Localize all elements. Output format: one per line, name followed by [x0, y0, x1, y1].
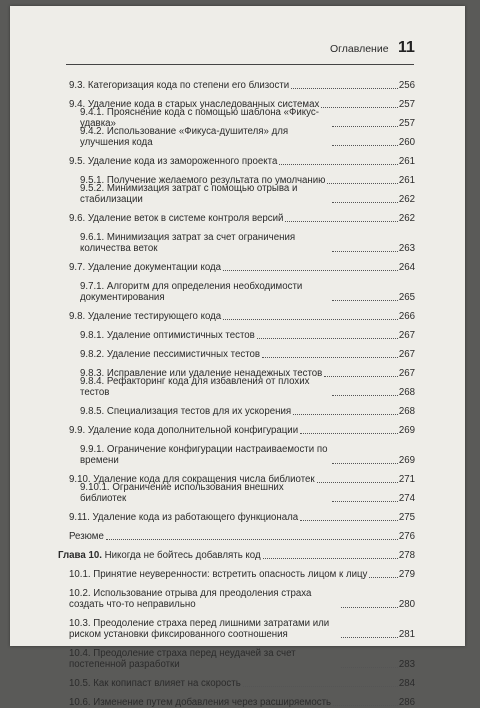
dot-leader [285, 221, 397, 222]
toc-page-number: 268 [398, 406, 415, 417]
toc-entry-title: 9.5. Удаление кода из замороженного проекта [69, 156, 278, 167]
header-rule [66, 64, 414, 65]
toc-entry-title: 9.11. Удаление кода из работающего функционала [69, 512, 299, 523]
toc-page-number: 276 [398, 531, 415, 542]
toc-entry [69, 670, 415, 689]
toc-page-number: 260 [398, 137, 415, 148]
toc-entry [80, 436, 415, 466]
toc-page-number: 263 [398, 243, 415, 254]
toc-page-number: 284 [398, 678, 415, 689]
toc-page-number: 269 [398, 455, 415, 466]
dot-leader [300, 520, 398, 521]
toc-entry [69, 561, 415, 580]
toc-entry-title: 10.4. Преодоление страха перед неудачей за счет постепенной разработки [69, 648, 296, 670]
book-page [10, 6, 465, 708]
dot-leader [341, 667, 398, 668]
toc-entry [69, 205, 415, 224]
dot-leader [321, 107, 398, 108]
toc-page-number: 261 [398, 156, 415, 167]
toc-entry [80, 183, 415, 205]
toc-entry-title: 9.5.2. Минимизация затрат с помощью отрыва и стабилизации [80, 183, 298, 205]
dot-leader [341, 607, 398, 608]
toc-entry-title: 9.9.1. Ограничение конфигурации настраиваемости по времени [80, 444, 328, 466]
toc-entry [80, 398, 415, 417]
toc-entry [80, 341, 415, 360]
toc-entry-title: 9.4.1. Прояснение кода с помощью шаблона «Фикус-удавка» [80, 107, 319, 129]
toc-entry [58, 542, 415, 561]
dot-leader [332, 145, 398, 146]
dot-leader [332, 463, 398, 464]
toc-entry-title: 9.4. Удаление кода в старых унаследованных системах [69, 99, 320, 110]
toc-page-number: 278 [398, 550, 415, 561]
dot-leader [223, 270, 398, 271]
toc-page-number: 257 [398, 99, 415, 110]
toc-entry-title: 10.5. Как копипаст влияет на скорость [69, 678, 241, 689]
dot-leader [341, 637, 398, 638]
dot-leader [332, 126, 398, 127]
toc-entry-title: 9.8.5. Специализация тестов для их ускорения [80, 406, 292, 417]
dot-leader [300, 433, 398, 434]
toc-entry-title: 9.6. Удаление веток в системе контроля версий [69, 213, 284, 224]
dot-leader [324, 376, 397, 377]
toc-entry [69, 303, 415, 322]
toc-entry [80, 126, 415, 148]
toc-entry [69, 72, 415, 91]
toc-page-number: 279 [398, 569, 415, 580]
toc-entry-title: 9.8.4. Рефакторинг кода для избавления от плохих тестов [80, 376, 310, 398]
toc-page-number: 281 [398, 629, 415, 640]
dot-leader [106, 539, 398, 540]
toc-entry-title: 9.8. Удаление тестирующего кода [69, 311, 222, 322]
toc-entry-title: 9.6.1. Минимизация затрат за счет ограничения количества веток [80, 232, 296, 254]
toc-entry-title: 9.8.3. Исправление или удаление ненадежных тестов [80, 368, 323, 379]
toc-entry [69, 148, 415, 167]
dot-leader [262, 357, 398, 358]
dot-leader [332, 202, 398, 203]
toc-entry-title: 9.10.1. Ограничение использования внешних библиотек [80, 482, 284, 504]
toc-page-number: 265 [398, 292, 415, 303]
dot-leader [223, 319, 398, 320]
toc-entry [69, 580, 415, 610]
toc-page-number: 266 [398, 311, 415, 322]
toc-page-number: 257 [398, 118, 415, 129]
toc-entry-title: Глава 10. Никогда не бойтесь добавлять код [58, 550, 261, 561]
toc-entry [80, 482, 415, 504]
dot-leader [263, 558, 398, 559]
toc-entry-title: 9.3. Категоризация кода по степени его близости [69, 80, 290, 91]
toc-page-number: 261 [398, 175, 415, 186]
toc-entry-title: 9.7.1. Алгоритм для определения необходимости документирования [80, 281, 303, 303]
toc-entry [69, 504, 415, 523]
toc-page-number: 268 [398, 387, 415, 398]
dot-leader [333, 705, 398, 706]
dot-leader [257, 338, 398, 339]
toc-entry-title: 9.10. Удаление кода для сокращения числа библиотек [69, 474, 315, 485]
toc-entry-title: 9.5.1. Получение желаемого результата по умолчанию [80, 175, 326, 186]
toc-page-number: 275 [398, 512, 415, 523]
toc-page-number: 271 [398, 474, 415, 485]
toc-entry-title: 9.8.1. Удаление оптимистичных тестов [80, 330, 255, 341]
toc-entry-title: 9.9. Удаление кода дополнительной конфигурации [69, 425, 299, 436]
table-of-contents [10, 72, 465, 708]
toc-entry [80, 376, 415, 398]
dot-leader [332, 395, 398, 396]
dot-leader [291, 88, 398, 89]
toc-page-number: 267 [398, 349, 415, 360]
dot-leader [279, 164, 397, 165]
toc-page-number: 280 [398, 599, 415, 610]
toc-page-number: 262 [398, 213, 415, 224]
toc-entry-title: 10.6. Изменение путем добавления через расширяемость [69, 697, 332, 708]
toc-entry [80, 224, 415, 254]
toc-page-number: 269 [398, 425, 415, 436]
toc-page-number: 286 [398, 697, 415, 708]
dot-leader [332, 501, 398, 502]
toc-entry [69, 610, 415, 640]
toc-entry-title: 9.4.2. Использование «Фикуса-душителя» для улучшения кода [80, 126, 289, 148]
toc-page-number: 283 [398, 659, 415, 670]
toc-entry-title: Резюме [69, 531, 104, 542]
dot-leader [327, 183, 397, 184]
page-number: 11 [398, 39, 415, 56]
toc-entry-title: 10.3. Преодоление страха перед лишними затратами или риском установки фиксированного соотношения [69, 618, 330, 640]
toc-page-number: 262 [398, 194, 415, 205]
toc-entry [69, 417, 415, 436]
toc-entry [69, 689, 415, 708]
toc-entry [80, 322, 415, 341]
toc-entry-title: 9.7. Удаление документации кода [69, 262, 222, 273]
dot-leader [243, 686, 398, 687]
toc-entry [69, 640, 415, 670]
toc-entry-title: 10.1. Принятие неуверенности: встретить опасность лицом к лицу [69, 569, 368, 580]
toc-page-number: 256 [398, 80, 415, 91]
toc-page-number: 267 [398, 368, 415, 379]
dot-leader [293, 414, 398, 415]
running-header-title: Оглавление [330, 43, 389, 55]
dot-leader [369, 577, 397, 578]
toc-page-number: 274 [398, 493, 415, 504]
toc-entry-title: 9.8.2. Удаление пессимистичных тестов [80, 349, 261, 360]
toc-entry [69, 254, 415, 273]
toc-entry [80, 273, 415, 303]
dot-leader [332, 300, 398, 301]
toc-entry [69, 523, 415, 542]
dot-leader [332, 251, 398, 252]
toc-entry-title: 10.2. Использование отрыва для преодоления страха создать что-то неправильно [69, 588, 312, 610]
toc-page-number: 267 [398, 330, 415, 341]
toc-page-number: 264 [398, 262, 415, 273]
